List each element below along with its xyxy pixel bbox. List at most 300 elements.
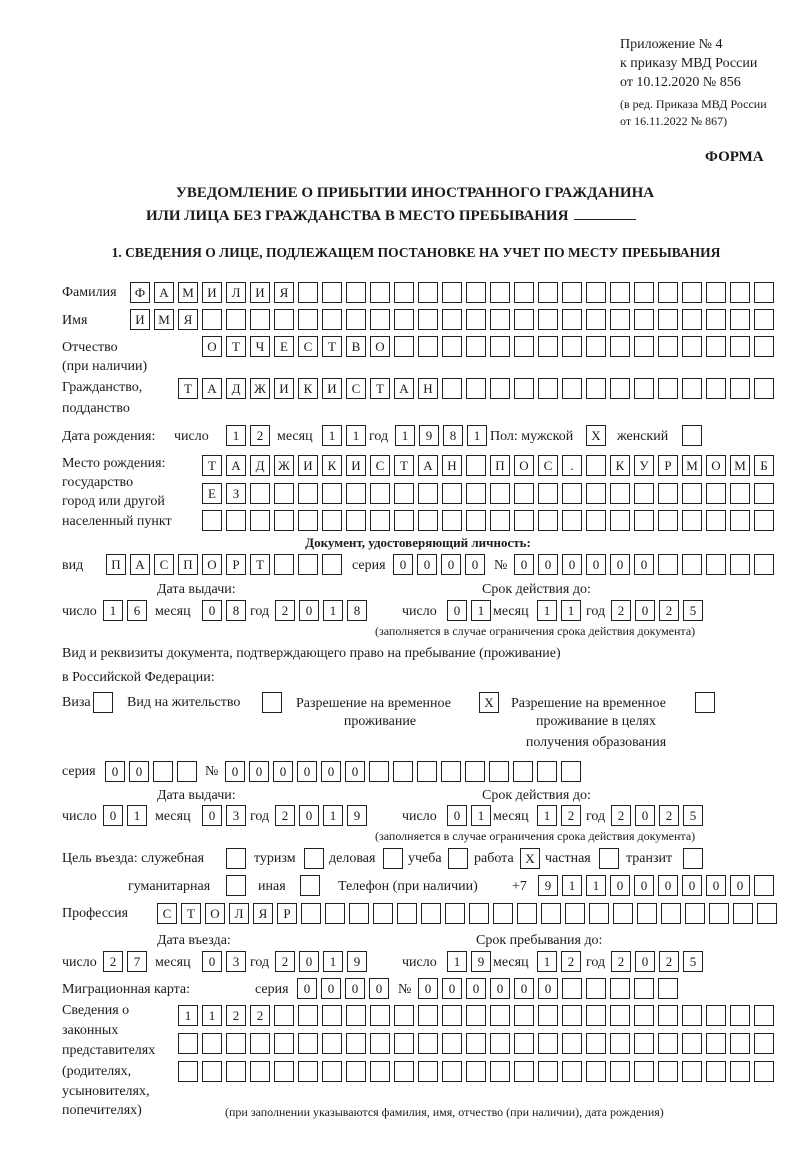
- char-box[interactable]: Т: [181, 903, 201, 924]
- char-box[interactable]: [490, 1005, 510, 1026]
- char-box[interactable]: [586, 1033, 606, 1054]
- checkbox[interactable]: [682, 425, 702, 446]
- char-box[interactable]: [538, 378, 558, 399]
- char-box[interactable]: [634, 1061, 654, 1082]
- char-box[interactable]: [658, 1005, 678, 1026]
- checkbox[interactable]: [93, 692, 113, 713]
- char-box[interactable]: [322, 1061, 342, 1082]
- char-box[interactable]: [538, 1005, 558, 1026]
- char-box[interactable]: 1: [562, 875, 582, 896]
- char-box[interactable]: [634, 510, 654, 531]
- char-box[interactable]: [298, 309, 318, 330]
- char-box[interactable]: [442, 336, 462, 357]
- char-box[interactable]: [658, 309, 678, 330]
- char-box[interactable]: 5: [683, 805, 703, 826]
- checkbox[interactable]: [262, 692, 282, 713]
- char-box[interactable]: [418, 1033, 438, 1054]
- char-box[interactable]: А: [130, 554, 150, 575]
- char-box[interactable]: [373, 903, 393, 924]
- char-box[interactable]: [513, 761, 533, 782]
- char-box[interactable]: [610, 336, 630, 357]
- char-box[interactable]: [730, 1005, 750, 1026]
- char-box[interactable]: [346, 1033, 366, 1054]
- char-box[interactable]: [610, 510, 630, 531]
- char-box[interactable]: [610, 483, 630, 504]
- char-box[interactable]: А: [394, 378, 414, 399]
- char-box[interactable]: [274, 483, 294, 504]
- char-box[interactable]: [202, 510, 222, 531]
- char-box[interactable]: Ф: [130, 282, 150, 303]
- char-box[interactable]: Д: [226, 378, 246, 399]
- checkbox[interactable]: [226, 875, 246, 896]
- char-box[interactable]: [561, 761, 581, 782]
- char-box[interactable]: 0: [273, 761, 293, 782]
- char-box[interactable]: [370, 510, 390, 531]
- char-box[interactable]: С: [538, 455, 558, 476]
- char-box[interactable]: [489, 761, 509, 782]
- char-box[interactable]: [610, 978, 630, 999]
- char-box[interactable]: 6: [127, 600, 147, 621]
- char-box[interactable]: Р: [226, 554, 246, 575]
- char-box[interactable]: [394, 510, 414, 531]
- char-box[interactable]: [658, 978, 678, 999]
- char-box[interactable]: [682, 483, 702, 504]
- char-box[interactable]: [682, 1061, 702, 1082]
- char-box[interactable]: [637, 903, 657, 924]
- char-box[interactable]: 8: [226, 600, 246, 621]
- char-box[interactable]: О: [370, 336, 390, 357]
- char-box[interactable]: К: [322, 455, 342, 476]
- char-box[interactable]: И: [346, 455, 366, 476]
- char-box[interactable]: [565, 903, 585, 924]
- char-box[interactable]: [178, 1033, 198, 1054]
- char-box[interactable]: [393, 761, 413, 782]
- char-box[interactable]: 0: [442, 978, 462, 999]
- char-box[interactable]: И: [202, 282, 222, 303]
- char-box[interactable]: [754, 1061, 774, 1082]
- char-box[interactable]: 0: [490, 978, 510, 999]
- checkbox[interactable]: X: [479, 692, 499, 713]
- char-box[interactable]: [634, 309, 654, 330]
- char-box[interactable]: 0: [610, 554, 630, 575]
- char-box[interactable]: [442, 510, 462, 531]
- char-box[interactable]: [417, 761, 437, 782]
- char-box[interactable]: 0: [562, 554, 582, 575]
- char-box[interactable]: 1: [103, 600, 123, 621]
- char-box[interactable]: [274, 554, 294, 575]
- char-box[interactable]: 8: [347, 600, 367, 621]
- char-box[interactable]: [466, 1061, 486, 1082]
- checkbox[interactable]: [304, 848, 324, 869]
- char-box[interactable]: 0: [297, 978, 317, 999]
- char-box[interactable]: 0: [682, 875, 702, 896]
- char-box[interactable]: [706, 1033, 726, 1054]
- char-box[interactable]: 2: [611, 951, 631, 972]
- char-box[interactable]: [586, 978, 606, 999]
- char-box[interactable]: Ч: [250, 336, 270, 357]
- char-box[interactable]: С: [370, 455, 390, 476]
- char-box[interactable]: Н: [442, 455, 462, 476]
- char-box[interactable]: [730, 309, 750, 330]
- char-box[interactable]: [322, 1005, 342, 1026]
- char-box[interactable]: [226, 510, 246, 531]
- char-box[interactable]: [658, 554, 678, 575]
- char-box[interactable]: С: [154, 554, 174, 575]
- char-box[interactable]: [202, 1061, 222, 1082]
- char-box[interactable]: 0: [417, 554, 437, 575]
- char-box[interactable]: 3: [226, 951, 246, 972]
- char-box[interactable]: Б: [754, 455, 774, 476]
- char-box[interactable]: [250, 1061, 270, 1082]
- char-box[interactable]: [442, 378, 462, 399]
- char-box[interactable]: [661, 903, 681, 924]
- char-box[interactable]: [322, 510, 342, 531]
- char-box[interactable]: 2: [659, 805, 679, 826]
- checkbox[interactable]: [448, 848, 468, 869]
- char-box[interactable]: [490, 1061, 510, 1082]
- char-box[interactable]: [682, 378, 702, 399]
- char-box[interactable]: [610, 1005, 630, 1026]
- char-box[interactable]: [634, 1005, 654, 1026]
- char-box[interactable]: [682, 510, 702, 531]
- char-box[interactable]: 1: [395, 425, 415, 446]
- char-box[interactable]: О: [706, 455, 726, 476]
- char-box[interactable]: [658, 336, 678, 357]
- char-box[interactable]: [466, 336, 486, 357]
- char-box[interactable]: М: [154, 309, 174, 330]
- char-box[interactable]: [298, 554, 318, 575]
- char-box[interactable]: [301, 903, 321, 924]
- char-box[interactable]: 1: [467, 425, 487, 446]
- char-box[interactable]: Д: [250, 455, 270, 476]
- char-box[interactable]: З: [226, 483, 246, 504]
- char-box[interactable]: В: [346, 336, 366, 357]
- char-box[interactable]: [466, 483, 486, 504]
- char-box[interactable]: [586, 309, 606, 330]
- char-box[interactable]: [610, 309, 630, 330]
- char-box[interactable]: [442, 1061, 462, 1082]
- char-box[interactable]: [322, 483, 342, 504]
- char-box[interactable]: [754, 309, 774, 330]
- char-box[interactable]: [250, 1033, 270, 1054]
- char-box[interactable]: [441, 761, 461, 782]
- char-box[interactable]: 0: [635, 805, 655, 826]
- char-box[interactable]: [178, 1061, 198, 1082]
- char-box[interactable]: И: [250, 282, 270, 303]
- char-box[interactable]: [514, 1061, 534, 1082]
- checkbox[interactable]: [226, 848, 246, 869]
- char-box[interactable]: 0: [514, 978, 534, 999]
- char-box[interactable]: [466, 282, 486, 303]
- char-box[interactable]: [442, 1033, 462, 1054]
- char-box[interactable]: [298, 483, 318, 504]
- char-box[interactable]: [490, 282, 510, 303]
- char-box[interactable]: [322, 1033, 342, 1054]
- char-box[interactable]: [346, 510, 366, 531]
- char-box[interactable]: [466, 1033, 486, 1054]
- char-box[interactable]: К: [298, 378, 318, 399]
- char-box[interactable]: 7: [127, 951, 147, 972]
- char-box[interactable]: [754, 282, 774, 303]
- char-box[interactable]: [418, 309, 438, 330]
- char-box[interactable]: [442, 282, 462, 303]
- char-box[interactable]: [226, 1061, 246, 1082]
- char-box[interactable]: [610, 1061, 630, 1082]
- checkbox[interactable]: [695, 692, 715, 713]
- char-box[interactable]: Л: [229, 903, 249, 924]
- char-box[interactable]: 5: [683, 951, 703, 972]
- char-box[interactable]: Ж: [250, 378, 270, 399]
- char-box[interactable]: [466, 378, 486, 399]
- char-box[interactable]: 0: [447, 600, 467, 621]
- char-box[interactable]: 0: [345, 761, 365, 782]
- char-box[interactable]: [610, 378, 630, 399]
- char-box[interactable]: [514, 1033, 534, 1054]
- char-box[interactable]: [586, 336, 606, 357]
- char-box[interactable]: 1: [447, 951, 467, 972]
- char-box[interactable]: С: [346, 378, 366, 399]
- char-box[interactable]: [418, 483, 438, 504]
- char-box[interactable]: [754, 378, 774, 399]
- char-box[interactable]: [634, 483, 654, 504]
- char-box[interactable]: [706, 510, 726, 531]
- char-box[interactable]: Ж: [274, 455, 294, 476]
- char-box[interactable]: 2: [103, 951, 123, 972]
- char-box[interactable]: 2: [275, 600, 295, 621]
- char-box[interactable]: 1: [471, 600, 491, 621]
- char-box[interactable]: 0: [538, 978, 558, 999]
- char-box[interactable]: [322, 554, 342, 575]
- char-box[interactable]: [202, 309, 222, 330]
- place-blank[interactable]: [574, 205, 636, 220]
- char-box[interactable]: 0: [369, 978, 389, 999]
- char-box[interactable]: 0: [706, 875, 726, 896]
- char-box[interactable]: [298, 1061, 318, 1082]
- char-box[interactable]: [274, 510, 294, 531]
- char-box[interactable]: 0: [730, 875, 750, 896]
- char-box[interactable]: [493, 903, 513, 924]
- char-box[interactable]: 2: [611, 600, 631, 621]
- char-box[interactable]: [634, 978, 654, 999]
- char-box[interactable]: 2: [275, 951, 295, 972]
- char-box[interactable]: [514, 1005, 534, 1026]
- char-box[interactable]: [682, 554, 702, 575]
- char-box[interactable]: [274, 1033, 294, 1054]
- char-box[interactable]: 1: [323, 951, 343, 972]
- char-box[interactable]: [514, 282, 534, 303]
- char-box[interactable]: [370, 1005, 390, 1026]
- char-box[interactable]: [562, 978, 582, 999]
- char-box[interactable]: Е: [274, 336, 294, 357]
- char-box[interactable]: М: [682, 455, 702, 476]
- char-box[interactable]: [418, 282, 438, 303]
- char-box[interactable]: [490, 483, 510, 504]
- checkbox[interactable]: X: [520, 848, 540, 869]
- char-box[interactable]: 9: [538, 875, 558, 896]
- char-box[interactable]: [442, 309, 462, 330]
- char-box[interactable]: [586, 510, 606, 531]
- char-box[interactable]: [730, 1033, 750, 1054]
- char-box[interactable]: 0: [586, 554, 606, 575]
- char-box[interactable]: М: [730, 455, 750, 476]
- char-box[interactable]: 1: [323, 805, 343, 826]
- char-box[interactable]: 0: [105, 761, 125, 782]
- char-box[interactable]: 1: [471, 805, 491, 826]
- char-box[interactable]: [250, 309, 270, 330]
- char-box[interactable]: 1: [178, 1005, 198, 1026]
- char-box[interactable]: 0: [447, 805, 467, 826]
- char-box[interactable]: 2: [226, 1005, 246, 1026]
- char-box[interactable]: [298, 1033, 318, 1054]
- char-box[interactable]: 0: [321, 978, 341, 999]
- char-box[interactable]: [274, 309, 294, 330]
- char-box[interactable]: 0: [441, 554, 461, 575]
- char-box[interactable]: 0: [299, 600, 319, 621]
- char-box[interactable]: [346, 483, 366, 504]
- char-box[interactable]: [490, 1033, 510, 1054]
- char-box[interactable]: 0: [418, 978, 438, 999]
- char-box[interactable]: [658, 1033, 678, 1054]
- char-box[interactable]: [298, 282, 318, 303]
- char-box[interactable]: [466, 455, 486, 476]
- char-box[interactable]: [562, 1061, 582, 1082]
- char-box[interactable]: [537, 761, 557, 782]
- char-box[interactable]: [706, 282, 726, 303]
- char-box[interactable]: [442, 1005, 462, 1026]
- char-box[interactable]: [226, 309, 246, 330]
- char-box[interactable]: 2: [561, 805, 581, 826]
- char-box[interactable]: М: [178, 282, 198, 303]
- char-box[interactable]: А: [154, 282, 174, 303]
- char-box[interactable]: [562, 1033, 582, 1054]
- char-box[interactable]: 0: [202, 805, 222, 826]
- char-box[interactable]: [442, 483, 462, 504]
- char-box[interactable]: [682, 282, 702, 303]
- char-box[interactable]: [394, 1005, 414, 1026]
- char-box[interactable]: [490, 378, 510, 399]
- char-box[interactable]: [562, 282, 582, 303]
- char-box[interactable]: [370, 1061, 390, 1082]
- char-box[interactable]: [586, 1005, 606, 1026]
- char-box[interactable]: Р: [658, 455, 678, 476]
- char-box[interactable]: 2: [250, 1005, 270, 1026]
- char-box[interactable]: [658, 1061, 678, 1082]
- char-box[interactable]: [397, 903, 417, 924]
- char-box[interactable]: 9: [419, 425, 439, 446]
- char-box[interactable]: [586, 455, 606, 476]
- char-box[interactable]: [658, 483, 678, 504]
- char-box[interactable]: [757, 903, 777, 924]
- char-box[interactable]: [465, 761, 485, 782]
- char-box[interactable]: [322, 282, 342, 303]
- char-box[interactable]: [538, 309, 558, 330]
- char-box[interactable]: [730, 282, 750, 303]
- char-box[interactable]: 1: [537, 805, 557, 826]
- char-box[interactable]: [682, 336, 702, 357]
- char-box[interactable]: И: [274, 378, 294, 399]
- char-box[interactable]: [682, 1005, 702, 1026]
- char-box[interactable]: 0: [635, 951, 655, 972]
- char-box[interactable]: [613, 903, 633, 924]
- char-box[interactable]: [466, 510, 486, 531]
- char-box[interactable]: С: [157, 903, 177, 924]
- char-box[interactable]: О: [514, 455, 534, 476]
- char-box[interactable]: [325, 903, 345, 924]
- char-box[interactable]: [730, 378, 750, 399]
- char-box[interactable]: 0: [225, 761, 245, 782]
- char-box[interactable]: Н: [418, 378, 438, 399]
- char-box[interactable]: [754, 1033, 774, 1054]
- char-box[interactable]: [658, 282, 678, 303]
- char-box[interactable]: 2: [611, 805, 631, 826]
- char-box[interactable]: [394, 1061, 414, 1082]
- char-box[interactable]: [733, 903, 753, 924]
- char-box[interactable]: И: [130, 309, 150, 330]
- char-box[interactable]: [538, 336, 558, 357]
- char-box[interactable]: 1: [202, 1005, 222, 1026]
- char-box[interactable]: [394, 282, 414, 303]
- char-box[interactable]: 2: [561, 951, 581, 972]
- char-box[interactable]: 0: [299, 805, 319, 826]
- char-box[interactable]: 9: [347, 951, 367, 972]
- char-box[interactable]: [370, 483, 390, 504]
- char-box[interactable]: [469, 903, 489, 924]
- char-box[interactable]: [706, 1005, 726, 1026]
- char-box[interactable]: [685, 903, 705, 924]
- char-box[interactable]: А: [226, 455, 246, 476]
- char-box[interactable]: [562, 510, 582, 531]
- char-box[interactable]: 0: [465, 554, 485, 575]
- char-box[interactable]: [418, 336, 438, 357]
- char-box[interactable]: [538, 483, 558, 504]
- char-box[interactable]: Л: [226, 282, 246, 303]
- checkbox[interactable]: [383, 848, 403, 869]
- char-box[interactable]: [538, 1061, 558, 1082]
- char-box[interactable]: 1: [586, 875, 606, 896]
- char-box[interactable]: 0: [103, 805, 123, 826]
- checkbox[interactable]: X: [586, 425, 606, 446]
- char-box[interactable]: [562, 336, 582, 357]
- char-box[interactable]: Т: [250, 554, 270, 575]
- char-box[interactable]: [298, 510, 318, 531]
- char-box[interactable]: 0: [635, 600, 655, 621]
- char-box[interactable]: 9: [471, 951, 491, 972]
- char-box[interactable]: [346, 309, 366, 330]
- char-box[interactable]: 1: [127, 805, 147, 826]
- char-box[interactable]: Т: [202, 455, 222, 476]
- char-box[interactable]: 0: [129, 761, 149, 782]
- char-box[interactable]: [418, 1005, 438, 1026]
- char-box[interactable]: [322, 309, 342, 330]
- char-box[interactable]: [346, 1061, 366, 1082]
- char-box[interactable]: Т: [322, 336, 342, 357]
- char-box[interactable]: [562, 309, 582, 330]
- char-box[interactable]: [730, 510, 750, 531]
- char-box[interactable]: О: [202, 336, 222, 357]
- char-box[interactable]: [538, 1033, 558, 1054]
- char-box[interactable]: [562, 378, 582, 399]
- char-box[interactable]: Т: [394, 455, 414, 476]
- char-box[interactable]: [586, 1061, 606, 1082]
- char-box[interactable]: 0: [393, 554, 413, 575]
- char-box[interactable]: 0: [538, 554, 558, 575]
- char-box[interactable]: [490, 309, 510, 330]
- char-box[interactable]: [490, 510, 510, 531]
- char-box[interactable]: 3: [226, 805, 246, 826]
- char-box[interactable]: [541, 903, 561, 924]
- char-box[interactable]: 1: [226, 425, 246, 446]
- char-box[interactable]: 0: [658, 875, 678, 896]
